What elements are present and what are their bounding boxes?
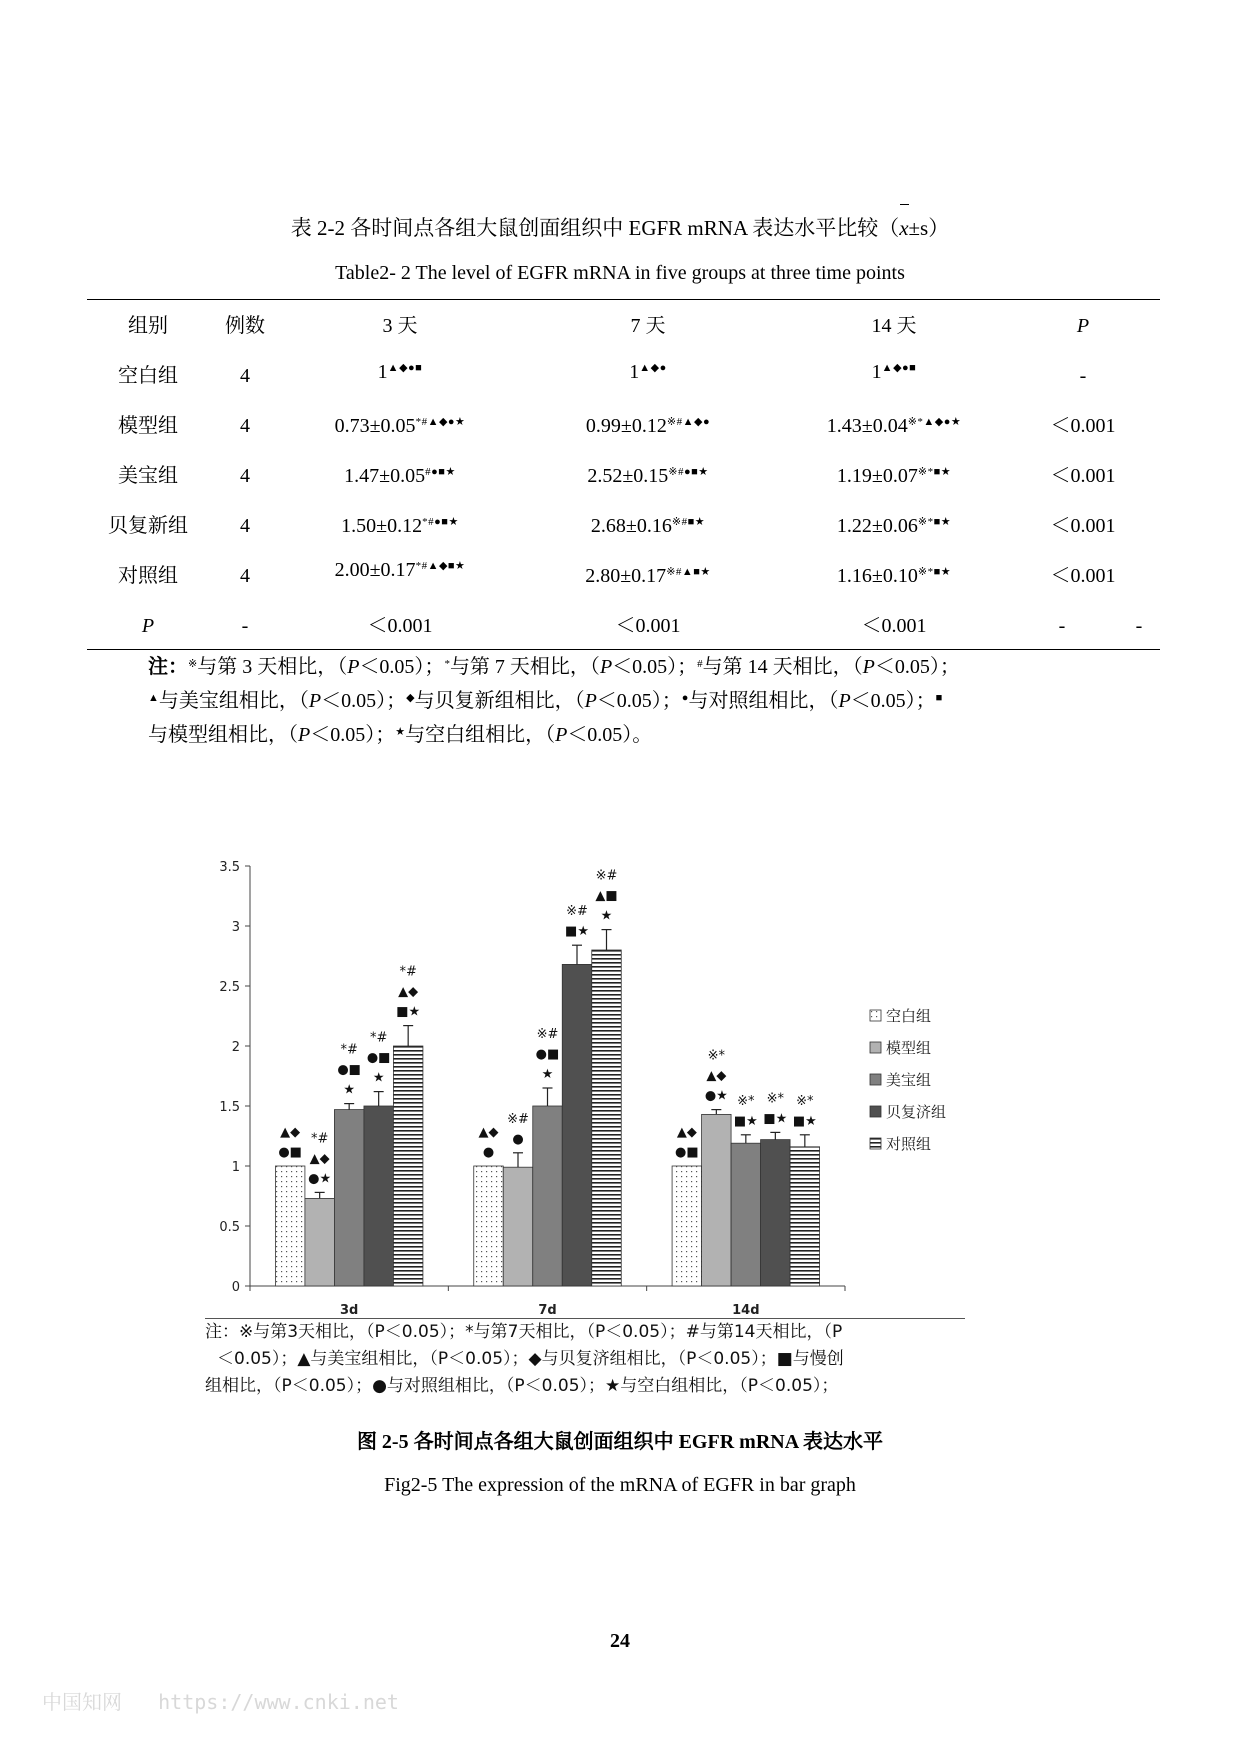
significance-label: ●■: [366, 1050, 391, 1066]
note-text: ＜0.05）；: [850, 690, 936, 712]
cell-day3: 0.73±0.05*#▲◆●★: [334, 415, 466, 437]
bar: [364, 1106, 394, 1286]
header-day14: 14 天: [871, 315, 917, 337]
note-italic: P: [862, 656, 875, 678]
bar: [305, 1198, 335, 1286]
note-text: ＜0.05）；: [874, 656, 960, 678]
y-tick-label: 2: [231, 1040, 240, 1055]
significance-label: ●★: [308, 1171, 332, 1187]
table-title-cn-suffix: ±s）: [908, 216, 950, 240]
significance-label: ●■: [337, 1062, 361, 1078]
legend-label: 对照组: [886, 1135, 932, 1153]
table-note-line: [148, 650, 1108, 684]
significance-label: ■★: [565, 924, 589, 940]
header-p: P: [1076, 315, 1090, 337]
bar: [533, 1106, 563, 1286]
significance-marks: *#▲◆●★: [415, 416, 466, 428]
note-text: 与第 3 天相比，（: [197, 656, 348, 678]
significance-label: ■★: [396, 1004, 421, 1020]
cell-day7: ＜0.001: [615, 615, 681, 637]
significance-marks: ※#▲◆●: [666, 416, 711, 428]
y-tick-label: 3.5: [219, 860, 240, 875]
note-text: ＜0.05）；: [612, 656, 698, 678]
cell-day7: 0.99±0.12※#▲◆●: [585, 415, 711, 437]
significance-label: *#: [310, 1131, 329, 1147]
note-text: 与模型组相比，（: [148, 724, 298, 746]
significance-marks: ※#●■★: [668, 466, 709, 478]
note-text: ＜0.05）；: [321, 690, 407, 712]
significance-label: ※#: [536, 1027, 559, 1042]
cell-group: 模型组: [118, 415, 178, 437]
cell-day3: 2.00±0.17*#▲◆■★: [334, 559, 466, 581]
legend-label: 空白组: [886, 1007, 932, 1025]
bar: [672, 1166, 702, 1286]
table-header-row: [87, 312, 1160, 352]
legend-label: 美宝组: [886, 1071, 932, 1089]
x-tick-label: 7d: [538, 1303, 557, 1318]
significance-label: ●★: [704, 1088, 728, 1104]
y-tick-label: 0: [231, 1280, 240, 1295]
significance-label: ●: [512, 1131, 524, 1147]
cell-extra: -: [1135, 615, 1143, 637]
header-day3: 3 天: [382, 315, 418, 337]
cell-group: 美宝组: [118, 465, 178, 487]
bar: [334, 1110, 364, 1286]
y-tick-label: 0.5: [219, 1220, 240, 1235]
significance-marks: ※*▲◆●★: [907, 416, 962, 428]
note-italic: P: [308, 690, 322, 712]
significance-marks: ※#■★: [671, 516, 706, 528]
note-italic: P: [599, 656, 613, 678]
significance-marks: *#●■★: [422, 516, 459, 528]
note-text: ＜0.05）；: [359, 656, 445, 678]
chart-note-line: 注：※与第3天相比，（P＜0.05）；*与第7天相比，（P＜0.05）；#与第14天相比，（P: [205, 1322, 843, 1342]
note-text: ＜0.05）；: [596, 690, 682, 712]
table-note-line: [148, 718, 1108, 752]
cell-p: ＜0.001: [1050, 565, 1116, 587]
cell-day7: 2.68±0.16※#■★: [590, 515, 706, 537]
significance-label: ▲◆: [280, 1125, 301, 1140]
note-text: 与美宝组相比，（: [158, 690, 309, 712]
significance-label: ▲◆: [309, 1151, 330, 1167]
y-tick-label: 3: [231, 920, 240, 935]
significance-label: ★: [343, 1082, 355, 1098]
note-mark: ★: [395, 726, 406, 738]
cell-group: 贝复新组: [108, 515, 188, 537]
cell-day14: 1.22±0.06※*■★: [836, 515, 952, 537]
note-mark: #: [697, 658, 703, 670]
cell-day7: 2.80±0.17※#▲■★: [585, 565, 711, 587]
figure-title-cn: 图 2-5 各时间点各组大鼠创面组织中 EGFR mRNA 表达水平: [356, 1431, 884, 1453]
table-row: [87, 412, 1160, 452]
significance-label: ★: [541, 1067, 554, 1082]
cell-group: 空白组: [118, 365, 178, 387]
significance-label: ★: [372, 1070, 385, 1086]
cell-day14: 1.43±0.04※*▲◆●★: [826, 415, 962, 437]
significance-marks: ※*■★: [917, 566, 952, 578]
table-note-line: [148, 684, 1108, 718]
significance-label: ▲◆: [398, 984, 419, 1000]
note-italic: P: [298, 724, 311, 746]
cell-group: 对照组: [118, 565, 178, 587]
cell-day7: 1▲◆●: [629, 361, 667, 383]
cell-group: P: [141, 615, 155, 637]
note-text: 与第 7 天相比，（: [449, 656, 600, 678]
bar: [790, 1147, 820, 1286]
note-mark: *: [444, 658, 450, 670]
cell-day3: ＜0.001: [367, 615, 433, 637]
note-mark: ◆: [406, 692, 415, 704]
note-italic: P: [838, 690, 851, 712]
cell-n: 4: [240, 365, 250, 387]
note-text: ＜0.05）；: [310, 724, 396, 746]
significance-label: ※*: [737, 1093, 755, 1109]
note-italic: P: [584, 690, 597, 712]
x-tick-label: 3d: [339, 1303, 359, 1318]
cell-day14: ＜0.001: [861, 615, 927, 637]
significance-marks: ※*■★: [917, 466, 952, 478]
significance-label: ▲■: [595, 888, 618, 904]
cell-day7: 2.52±0.15※#●■★: [587, 465, 709, 487]
cell-day14: 1.16±0.10※*■★: [836, 565, 952, 587]
cell-day3: 1▲◆●■: [377, 361, 423, 383]
bar: [562, 964, 592, 1286]
note-italic: P: [347, 656, 360, 678]
significance-marks: *#▲◆■★: [415, 560, 466, 572]
bar: [702, 1114, 732, 1286]
table-title-cn: [0, 212, 1240, 242]
legend-label: 模型组: [886, 1039, 932, 1057]
cell-p: ＜0.001: [1050, 415, 1116, 437]
significance-label: *#: [399, 964, 417, 980]
bar: [275, 1166, 305, 1286]
table-p-row: [87, 612, 1160, 652]
legend-swatch: [870, 1010, 881, 1021]
cell-day3: 1.47±0.05#●■★: [344, 465, 456, 487]
table-top-rule: [87, 299, 1160, 300]
bar: [592, 950, 622, 1286]
cell-day14: 1▲◆●■: [871, 361, 917, 383]
cell-n: 4: [240, 515, 250, 537]
legend-swatch: [870, 1138, 881, 1149]
significance-label: ●■: [278, 1145, 302, 1160]
chart-note: [205, 1318, 965, 1403]
significance-label: *#: [340, 1042, 358, 1058]
significance-label: ■★: [733, 1113, 758, 1129]
cell-day3: 1.50±0.12*#●■★: [341, 515, 459, 537]
significance-marks: #●■★: [425, 466, 456, 478]
significance-label: ※*: [766, 1091, 785, 1107]
chart-legend: [870, 1007, 946, 1153]
significance-label: ★: [600, 908, 613, 924]
table-title-cn-prefix: 表 2-2 各时间点各组大鼠创面组织中 EGFR mRNA 表达水平比较（: [290, 216, 900, 240]
x-tick-label: 14d: [732, 1303, 760, 1318]
cell-p: ＜0.001: [1050, 515, 1116, 537]
bar-chart: [200, 850, 980, 1320]
significance-label: ●: [482, 1145, 495, 1160]
cell-n: 4: [240, 565, 250, 587]
significance-label: *#: [369, 1030, 388, 1046]
table-row: [87, 362, 1160, 402]
chart-note-line: 组相比，（P＜0.05）；●与对照组相比，（P＜0.05）；★与空白组相比，（P＜0.05）；: [205, 1376, 839, 1396]
header-day7: 7 天: [630, 315, 666, 337]
table-row: [87, 512, 1160, 552]
page-number: 24: [610, 1630, 630, 1652]
significance-label: ※*: [796, 1093, 814, 1109]
bar: [474, 1166, 504, 1286]
header-group: 组别: [128, 315, 168, 337]
note-italic: P: [555, 724, 568, 746]
table-title-en: Table2- 2 The level of EGFR mRNA in five groups at three time points: [335, 262, 905, 284]
significance-marks: ※*■★: [917, 516, 952, 528]
cell-n: 4: [240, 415, 250, 437]
significance-label: ※#: [566, 904, 588, 920]
x-bar-symbol: x: [899, 216, 909, 240]
note-text: 与贝复新组相比，（: [414, 690, 585, 712]
cell-p: -: [1058, 615, 1066, 637]
significance-label: ●■: [535, 1047, 560, 1062]
note-label: 注：: [148, 656, 188, 678]
y-tick-label: 1.5: [219, 1100, 240, 1115]
figure-title-en: Fig2-5 The expression of the mRNA of EGFR in bar graph: [384, 1474, 856, 1496]
bar: [731, 1143, 761, 1286]
y-tick-label: 1: [231, 1160, 240, 1175]
cell-n: 4: [240, 465, 250, 487]
cell-day14: 1.19±0.07※*■★: [836, 465, 952, 487]
significance-marks: ▲◆●: [639, 362, 667, 374]
note-mark: ※: [188, 658, 198, 670]
watermark: 中国知网 https://www.cnki.net: [42, 1690, 399, 1714]
note-mark: ●: [681, 692, 689, 704]
significance-label: ※*: [707, 1048, 726, 1064]
significance-label: ※#: [595, 868, 618, 884]
table-row: [87, 462, 1160, 502]
note-text: 与空白组相比，（: [405, 724, 556, 746]
significance-label: ※#: [507, 1111, 529, 1127]
legend-swatch: [870, 1074, 881, 1085]
cell-n: -: [241, 615, 249, 637]
note-text: 与第 14 天相比，（: [702, 656, 863, 678]
significance-label: ■★: [763, 1111, 788, 1127]
note-mark: ■: [935, 692, 943, 704]
bar: [761, 1140, 791, 1286]
legend-swatch: [870, 1106, 881, 1117]
chart-note-line: ＜0.05）；▲与美宝组相比，（P＜0.05）；◆与贝复济组相比，（P＜0.05）；■与慢创: [217, 1349, 844, 1369]
cell-p: -: [1079, 365, 1087, 387]
bar: [393, 1046, 423, 1286]
significance-marks: ※#▲■★: [666, 566, 711, 578]
significance-label: ▲◆: [676, 1125, 697, 1140]
y-tick-label: 2.5: [219, 980, 240, 995]
significance-label: ▲◆: [478, 1125, 499, 1140]
significance-label: ■★: [792, 1113, 817, 1129]
cell-p: ＜0.001: [1050, 465, 1116, 487]
note-text: 与对照组相比，（: [688, 690, 839, 712]
bar: [503, 1167, 533, 1286]
table-note: [148, 650, 1108, 752]
table-row: [87, 559, 1160, 602]
note-text: ＜0.05）。: [567, 724, 653, 746]
significance-marks: ▲◆●■: [387, 362, 423, 374]
note-mark: ▲: [148, 692, 159, 704]
significance-marks: ▲◆●■: [881, 362, 917, 374]
significance-label: ●■: [675, 1145, 699, 1160]
legend-label: 贝复济组: [886, 1103, 947, 1121]
legend-swatch: [870, 1042, 881, 1053]
significance-label: ▲◆: [706, 1068, 727, 1084]
header-n: 例数: [225, 315, 265, 337]
